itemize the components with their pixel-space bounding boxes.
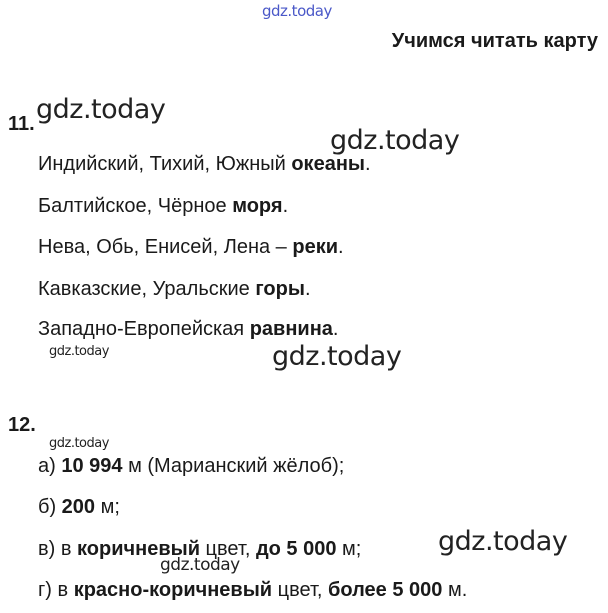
answer-keyword: горы xyxy=(255,278,305,300)
answer-value: 200 xyxy=(61,496,96,518)
answer-keyword: моря xyxy=(232,195,283,217)
watermark: gdz.today xyxy=(262,2,332,20)
answer-prefix: г) в xyxy=(38,579,74,601)
watermark: gdz.today xyxy=(160,555,240,575)
answer-keyword: равнина xyxy=(249,318,333,340)
answer-line-oceans xyxy=(38,154,371,174)
answer-color: коричневый xyxy=(77,538,200,560)
answer-text: м (Марианский жёлоб); xyxy=(122,455,345,477)
answer-value: до 5 000 xyxy=(255,538,337,560)
answer-line-plain xyxy=(38,319,338,339)
answer-punct: . xyxy=(304,278,311,300)
answer-value: 10 994 xyxy=(61,455,123,477)
watermark: gdz.today xyxy=(49,344,109,359)
answer-text: Кавказские, Уральские xyxy=(38,278,256,300)
answer-line-c xyxy=(38,539,361,559)
answer-line-mountains xyxy=(38,279,311,299)
answer-unit: м; xyxy=(336,538,362,560)
answer-punct: . xyxy=(282,195,289,217)
watermark: gdz.today xyxy=(438,526,568,557)
answer-text: Балтийское, Чёрное xyxy=(38,195,233,217)
watermark: gdz.today xyxy=(330,125,460,156)
watermark: gdz.today xyxy=(36,94,166,125)
answer-punct: . xyxy=(338,236,344,258)
answer-line-rivers xyxy=(38,237,344,257)
answer-prefix: в) в xyxy=(38,538,78,560)
answer-punct: . xyxy=(364,153,371,175)
answer-text: Индийский, Тихий, Южный xyxy=(38,153,292,175)
answer-text: Западно-Европейская xyxy=(38,318,250,340)
task-number-12: 12. xyxy=(8,414,36,436)
answer-prefix: а) xyxy=(38,455,62,477)
answer-line-seas xyxy=(38,196,288,216)
answer-color: красно-коричневый xyxy=(73,579,273,601)
answer-text: м; xyxy=(95,496,120,518)
watermark: gdz.today xyxy=(49,436,109,451)
answer-keyword: реки xyxy=(292,236,339,258)
answer-unit: м. xyxy=(442,579,468,601)
answer-text: цвет, xyxy=(272,579,329,601)
answer-line-a xyxy=(38,456,344,476)
answer-line-b xyxy=(38,497,120,517)
watermark: gdz.today xyxy=(272,341,402,372)
answer-text: Нева, Обь, Енисей, Лена – xyxy=(38,236,293,258)
answer-keyword: океаны xyxy=(291,153,365,175)
answer-text: цвет, xyxy=(200,538,256,560)
answer-line-d xyxy=(38,580,467,600)
answer-value: более 5 000 xyxy=(328,579,443,601)
answer-punct: . xyxy=(332,318,339,340)
task-number-11: 11. xyxy=(8,113,35,135)
page-title: Учимся читать карту xyxy=(391,30,598,52)
answer-prefix: б) xyxy=(38,496,62,518)
